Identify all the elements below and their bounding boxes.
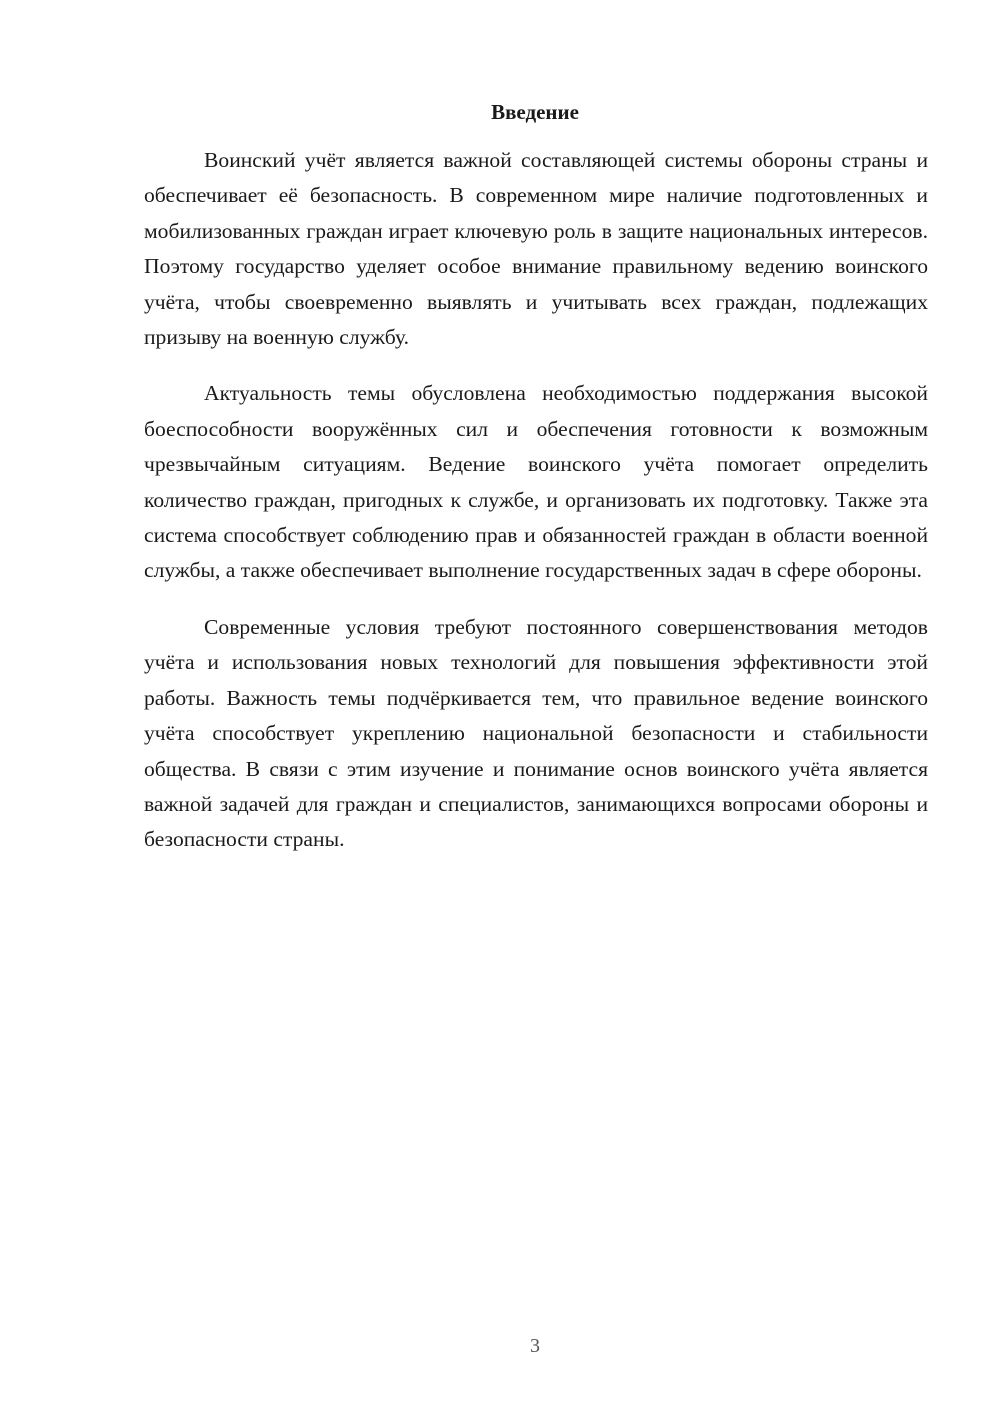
body-text <box>144 143 928 879</box>
paragraph-1: Воинский учёт является важной составляющей системы обороны страны и обеспечивает её безопасность. В современном мире наличие подготовленных и мобилизованных граждан играет ключевую роль в защите национальных интересов. Поэтому государство уделяет особое внимание правильному ведению воинского учёта, чтобы своевременно выявлять и учитывать всех граждан, подлежащих призыву на военную службу. <box>144 148 928 350</box>
paragraph-3: Современные условия требуют постоянного совершенствования методов учёта и использования новых технологий для повышения эффективности этой работы. Важность темы подчёркивается тем, что правильное ведение воинского учёта способствует укреплению национальной безопасности и стабильности общества. В связи с этим изучение и понимание основ воинского учёта является важной задачей для граждан и специалистов, занимающихся вопросами обороны и безопасности страны. <box>144 614 928 852</box>
page-number: 3 <box>530 1335 540 1357</box>
section-heading: Введение <box>491 100 579 124</box>
paragraph-2: Актуальность темы обусловлена необходимостью поддержания высокой боеспособности вооружённых сил и обеспечения готовности к возможным чрезвычайным ситуациям. Ведение воинского учёта помогает определить количество граждан, пригодных к службе, и организовать их подготовку. Также эта система способствует соблюдению прав и обязанностей граждан в области военной службы, а также обеспечивает выполнение государственных задач в сфере обороны. <box>144 381 928 583</box>
